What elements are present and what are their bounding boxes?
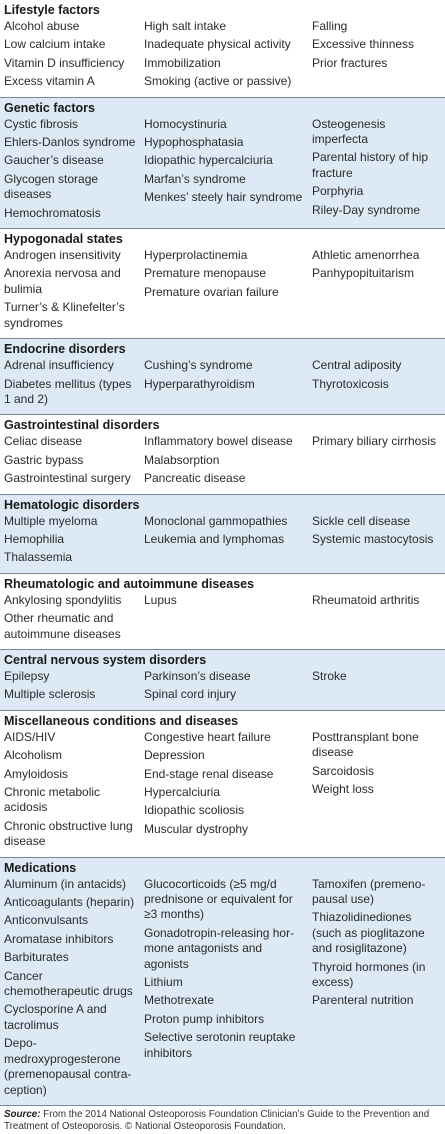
list-item: Rheumatoid arthritis [312, 592, 420, 607]
column-3 [312, 358, 441, 410]
section-title: Genetic factors [4, 100, 96, 115]
section-title: Central nervous system disorders [4, 652, 207, 667]
section [0, 0, 445, 97]
list-item: Smoking (active or passive) [144, 74, 292, 89]
section-title: Rheumatologic and autoimmune diseases [4, 576, 255, 591]
section-title: Endocrine disorders [4, 342, 126, 357]
section-title: Miscellaneous conditions and diseases [4, 713, 239, 728]
list-item: Excessive thinness [312, 37, 415, 52]
list-item: Other rheumatic and autoimmune diseases [4, 611, 121, 641]
list-item: Hemochromatosis [4, 205, 101, 220]
list-item: Riley-Day syndrome [312, 202, 421, 217]
column-3 [312, 514, 441, 569]
list-item: Anticonvulsants [4, 913, 89, 928]
list-item: Glycogen storage diseases [4, 171, 99, 202]
column-2 [144, 730, 312, 853]
column-3 [312, 248, 441, 334]
list-item: Thiazolidinediones (such as pioglitazone and rosiglitazone) [312, 910, 425, 956]
section-columns [4, 19, 441, 93]
list-item: Cushing’s syndrome [144, 358, 253, 373]
list-item: Selective serotonin reuptake inhibitors [144, 1030, 296, 1060]
section [0, 414, 445, 493]
list-item: Idiopathic scoliosis [144, 803, 245, 818]
section-columns [4, 877, 441, 1101]
column-1 [4, 434, 144, 489]
list-item: Thyrotoxicosis [312, 376, 389, 391]
list-item: Methotrexate [144, 993, 215, 1008]
column-2 [144, 248, 312, 334]
list-item: Immobilization [144, 55, 221, 70]
source-label: Source: [4, 1108, 41, 1120]
section-title: Hypogonadal states [4, 232, 123, 247]
list-item: Premature menopause [144, 266, 267, 281]
section [0, 573, 445, 649]
list-item: Ankylosing spondylitis [4, 592, 122, 607]
column-1 [4, 117, 144, 224]
list-item: Aluminum (in antacids) [4, 876, 127, 891]
list-item: Hemophilia [4, 531, 65, 546]
list-item: Athletic amenorrhea [312, 248, 420, 263]
list-item: Hyperprolactinemia [144, 248, 248, 263]
list-item: Turner’s & Klinefelter’s syndromes [4, 300, 125, 330]
column-2 [144, 593, 312, 645]
section [0, 710, 445, 857]
column-3 [312, 19, 441, 93]
list-item: Parental history of hip fracture [312, 150, 429, 180]
list-item: Cancer chemotherapeutic drugs [4, 968, 133, 999]
column-1 [4, 358, 144, 410]
column-3 [312, 669, 441, 706]
list-item: End-stage renal disease [144, 766, 274, 781]
list-item: Thalassemia [4, 550, 73, 565]
column-3 [312, 593, 441, 645]
column-2 [144, 358, 312, 410]
column-1 [4, 877, 144, 1101]
list-item: Gonadotropin-releasing hor-mone antagonists and agonists [144, 925, 295, 971]
list-item: Multiple myeloma [4, 513, 98, 528]
list-item: Cystic fibrosis [4, 116, 79, 131]
list-item: Low calcium intake [4, 37, 106, 52]
list-item: Aromatase inhibitors [4, 931, 114, 946]
section-title: Gastrointestinal disorders [4, 418, 160, 433]
list-item: Homocystinuria [144, 116, 227, 131]
column-3 [312, 877, 441, 1101]
list-item: Porphyria [312, 184, 364, 199]
list-item: Excess vitamin A [4, 74, 95, 89]
column-2 [144, 514, 312, 569]
list-item: Congestive heart failure [144, 729, 271, 744]
list-item: Marfan’s syndrome [144, 171, 246, 186]
section [0, 228, 445, 338]
list-item: Idiopathic hypercalciuria [144, 153, 273, 168]
list-item: Falling [312, 19, 348, 33]
list-item: Malabsorption [144, 452, 220, 467]
list-item: High salt intake [144, 19, 227, 33]
list-item: Alcoholism [4, 748, 63, 763]
list-item: Chronic obstructive lung disease [4, 818, 133, 849]
list-item: Lithium [144, 975, 183, 990]
list-item: Lupus [144, 592, 177, 607]
list-item: Parenteral nutrition [312, 993, 414, 1008]
column-2 [144, 877, 312, 1101]
list-item: Inadequate physical activity [144, 37, 291, 52]
column-2 [144, 19, 312, 93]
list-item: Gastrointestinal surgery [4, 471, 131, 486]
column-2 [144, 434, 312, 489]
list-item: Hyperparathyroidism [144, 376, 255, 391]
list-item: Ehlers-Danlos syndrome [4, 135, 136, 150]
list-item: Menkes’ steely hair syndrome [144, 190, 303, 205]
list-item: Sarcoidosis [312, 763, 375, 778]
source-note [0, 1105, 445, 1134]
list-item: Tamoxifen (premeno-pausal use) [312, 876, 426, 907]
list-item: Parkinson’s disease [144, 668, 251, 683]
list-item: Gastric bypass [4, 452, 84, 467]
section [0, 338, 445, 414]
column-1 [4, 593, 144, 645]
list-item: Central adiposity [312, 358, 402, 373]
section-columns [4, 514, 441, 569]
list-item: Androgen insensitivity [4, 248, 121, 263]
column-1 [4, 19, 144, 93]
list-item: Depression [144, 748, 205, 763]
list-item: Adrenal insufficiency [4, 358, 114, 373]
section [0, 649, 445, 710]
list-item: Sickle cell disease [312, 513, 411, 528]
section-title: Lifestyle factors [4, 3, 100, 17]
section [0, 97, 445, 228]
list-item: Panhypopituitarism [312, 266, 415, 281]
list-item: AIDS/HIV [4, 729, 56, 744]
column-1 [4, 248, 144, 334]
column-3 [312, 730, 441, 853]
column-1 [4, 730, 144, 853]
column-2 [144, 117, 312, 224]
section-columns [4, 593, 441, 645]
list-item: Osteogenesis imperfecta [312, 116, 386, 147]
list-item: Weight loss [312, 782, 374, 796]
list-item: Leukemia and lymphomas [144, 531, 285, 546]
list-item: Proton pump inhibitors [144, 1011, 265, 1026]
list-item: Inflammatory bowel disease [144, 434, 293, 449]
section-columns [4, 248, 441, 334]
list-item: Prior fractures [312, 55, 388, 70]
list-item: Depo-medroxyprogesterone (premenopausal contra-ception) [4, 1036, 132, 1097]
section-columns [4, 669, 441, 706]
list-item: Muscular dystrophy [144, 821, 249, 836]
column-2 [144, 669, 312, 706]
column-1 [4, 669, 144, 706]
list-item: Primary biliary cirrhosis [312, 434, 437, 449]
list-item: Hypophosphatasia [144, 135, 244, 150]
list-item: Glucocorticoids (≥5 mg/d prednisone or equivalent for ≥3 months) [144, 876, 293, 922]
list-item: Anticoagulants (heparin) [4, 895, 135, 910]
section-title: Hematologic disorders [4, 497, 140, 512]
list-item: Gaucher’s disease [4, 153, 104, 168]
section-title: Medications [4, 860, 77, 875]
list-item: Monoclonal gammopathies [144, 513, 288, 528]
section-columns [4, 358, 441, 410]
section-columns [4, 117, 441, 224]
column-3 [312, 434, 441, 489]
list-item: Pancreatic disease [144, 471, 246, 486]
list-item: Hypercalciuria [144, 785, 221, 799]
list-item: Amyloidosis [4, 766, 69, 781]
list-item: Barbiturates [4, 950, 69, 965]
list-item: Chronic metabolic acidosis [4, 785, 101, 815]
list-item: Cyclosporine A and tacrolimus [4, 1002, 107, 1032]
list-item: Anorexia nervosa and bulimia [4, 266, 121, 296]
source-text: From the 2014 National Osteoporosis Foundation Clinician’s Guide to the Prevention and Treatment of Osteoporosis. © National Osteoporosis Foundation. [4, 1108, 430, 1133]
list-item: Epilepsy [4, 668, 50, 683]
list-item: Posttransplant bone disease [312, 729, 419, 760]
section-columns [4, 730, 441, 853]
column-1 [4, 514, 144, 569]
column-3 [312, 117, 441, 224]
list-item: Stroke [312, 668, 347, 683]
section [0, 857, 445, 1105]
list-item: Thyroid hormones (in excess) [312, 959, 426, 990]
list-item: Multiple sclerosis [4, 687, 96, 702]
list-item: Celiac disease [4, 434, 83, 449]
list-item: Diabetes mellitus (types 1 and 2) [4, 376, 132, 406]
list-item: Spinal cord injury [144, 687, 237, 702]
list-item: Vitamin D insufficiency [4, 55, 125, 70]
section [0, 494, 445, 573]
section-columns [4, 434, 441, 489]
list-item: Premature ovarian failure [144, 284, 279, 299]
list-item: Alcohol abuse [4, 19, 80, 33]
list-item: Systemic mastocytosis [312, 531, 434, 546]
